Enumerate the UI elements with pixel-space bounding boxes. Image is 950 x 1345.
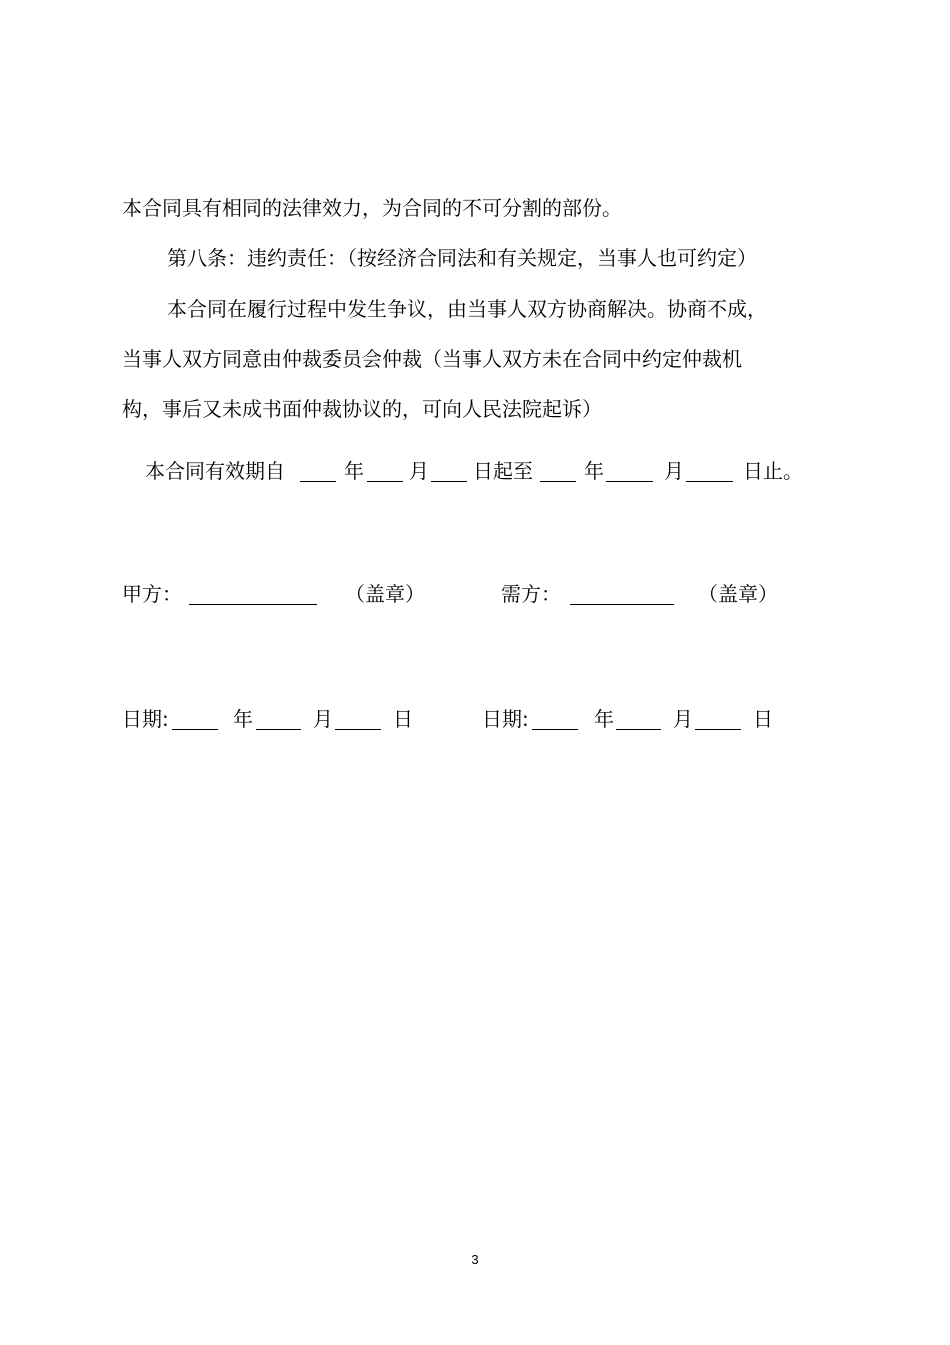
left-day-blank[interactable] bbox=[335, 729, 381, 730]
right-month-label: 月 bbox=[673, 707, 693, 731]
left-date-label: 日期: bbox=[122, 707, 169, 731]
end-month-blank[interactable] bbox=[606, 481, 653, 482]
start-month-label: 月 bbox=[409, 459, 429, 483]
paragraph-line: 构，事后又未成书面仲裁协议的，可向人民法院起诉） bbox=[122, 397, 602, 421]
end-day-label: 日止。 bbox=[743, 459, 803, 483]
end-year-blank[interactable] bbox=[540, 481, 576, 482]
right-date-label: 日期: bbox=[482, 707, 529, 731]
paragraph-line: 当事人双方同意由仲裁委员会仲裁（当事人双方未在合同中约定仲裁机 bbox=[122, 347, 742, 371]
left-day-label: 日 bbox=[393, 707, 413, 731]
start-year-blank[interactable] bbox=[300, 481, 336, 482]
start-day-blank[interactable] bbox=[431, 481, 467, 482]
validity-prefix: 本合同有效期自 bbox=[145, 459, 285, 483]
party-a-name-blank[interactable] bbox=[189, 604, 317, 605]
left-year-label: 年 bbox=[233, 707, 253, 731]
party-b-name-blank[interactable] bbox=[570, 604, 674, 605]
party-a-seal-label: （盖章） bbox=[345, 582, 425, 606]
validity-period-line bbox=[0, 459, 950, 489]
right-day-label: 日 bbox=[753, 707, 773, 731]
party-a-label: 甲方： bbox=[122, 582, 182, 606]
right-month-blank[interactable] bbox=[616, 729, 661, 730]
date-line bbox=[0, 707, 950, 737]
left-year-blank[interactable] bbox=[172, 729, 218, 730]
left-month-blank[interactable] bbox=[256, 729, 301, 730]
right-year-label: 年 bbox=[594, 707, 614, 731]
left-month-label: 月 bbox=[313, 707, 333, 731]
right-year-blank[interactable] bbox=[532, 729, 578, 730]
end-day-blank[interactable] bbox=[686, 481, 733, 482]
signature-line bbox=[0, 582, 950, 612]
start-month-blank[interactable] bbox=[367, 481, 403, 482]
start-year-label: 年 bbox=[344, 459, 364, 483]
start-day-label: 日起至 bbox=[473, 459, 533, 483]
end-month-label: 月 bbox=[664, 459, 684, 483]
party-b-seal-label: （盖章） bbox=[698, 582, 778, 606]
article-eight-heading: 第八条：违约责任：（按经济合同法和有关规定，当事人也可约定） bbox=[167, 246, 757, 270]
paragraph-line: 本合同具有相同的法律效力，为合同的不可分割的部份。 bbox=[122, 196, 622, 220]
party-b-label: 需方： bbox=[501, 582, 561, 606]
right-day-blank[interactable] bbox=[695, 729, 741, 730]
paragraph-line: 本合同在履行过程中发生争议，由当事人双方协商解决。协商不成， bbox=[167, 297, 767, 321]
end-year-label: 年 bbox=[584, 459, 604, 483]
page-number: 3 bbox=[471, 1252, 479, 1267]
